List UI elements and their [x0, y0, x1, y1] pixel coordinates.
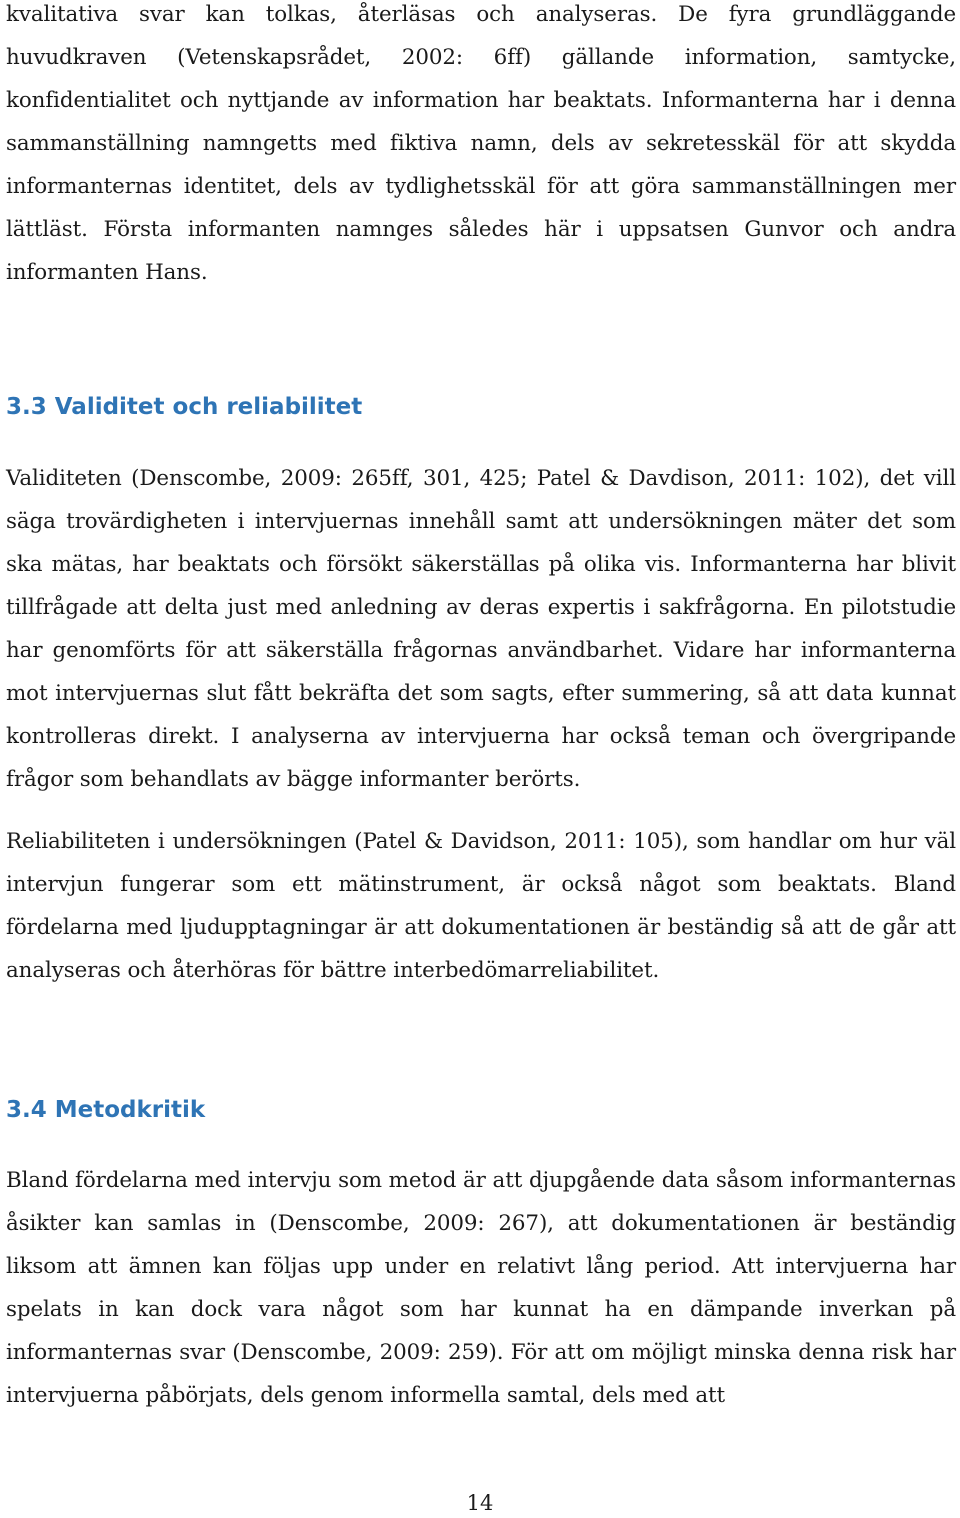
paragraph-reliabilitet: Reliabiliteten i undersökningen (Patel & Davidson, 2011: 105), som handlar om hur väl intervjun fungerar som ett mätinstrument, är också något som beaktats. Bland fördelarna med ljudupptagningar är att dokumentationen är beständig så att de går att analyseras och återhöras för bättre interbedömarreliabilitet. — [6, 829, 956, 983]
page-number: 14 — [466, 1491, 494, 1515]
document-page — [6, 0, 956, 1516]
paragraph-metodkritik: Bland fördelarna med intervju som metod är att djupgående data såsom informanternas åsikter kan samlas in (Denscombe, 2009: 267), att dokumentationen är beständig liksom att ämnen kan följas upp under en relativt lång period. Att intervjuerna har spelats in kan dock vara något som har kunnat ha en dämpande inverkan på informanternas svar (Denscombe, 2009: 259). För att om möjligt minska denna risk har intervjuerna påbörjats, dels genom informella samtal, dels med att — [6, 1168, 956, 1408]
paragraph-intro: kvalitativa svar kan tolkas, återläsas och analyseras. De fyra grundläggande huvudkraven (Vetenskapsrådet, 2002: 6ff) gällande information, samtycke, konfidentialitet och nyttjande av information har beaktats. Informanterna har i denna sammanställning namngetts med fiktiva namn, dels av sekretesskäl för att skydda informanternas identitet, dels av tydlighetsskäl för att göra sammanställningen mer lättläst. Första informanten namnges således här i uppsatsen Gunvor och andra informanten Hans. — [6, 2, 956, 285]
heading-metodkritik: 3.4 Metodkritik — [6, 1097, 206, 1123]
heading-validitet-och-reliabilitet: 3.3 Validitet och reliabilitet — [6, 394, 363, 420]
paragraph-validitet: Validiteten (Denscombe, 2009: 265ff, 301, 425; Patel & Davdison, 2011: 102), det vill säga trovärdigheten i intervjuernas innehåll samt att undersökningen mäter det som ska mätas, har beaktats och försökt säkerställas på olika vis. Informanterna har blivit tillfrågade att delta just med anledning av deras expertis i sakfrågorna. En pilotstudie har genomförts för att säkerställa frågornas användbarhet. Vidare har informanterna mot intervjuernas slut fått bekräfta det som sagts, efter summering, så att data kunnat kontrolleras direkt. I analyserna av intervjuerna har också teman och övergripande frågor som behandlats av bägge informanter berörts. — [6, 466, 956, 792]
